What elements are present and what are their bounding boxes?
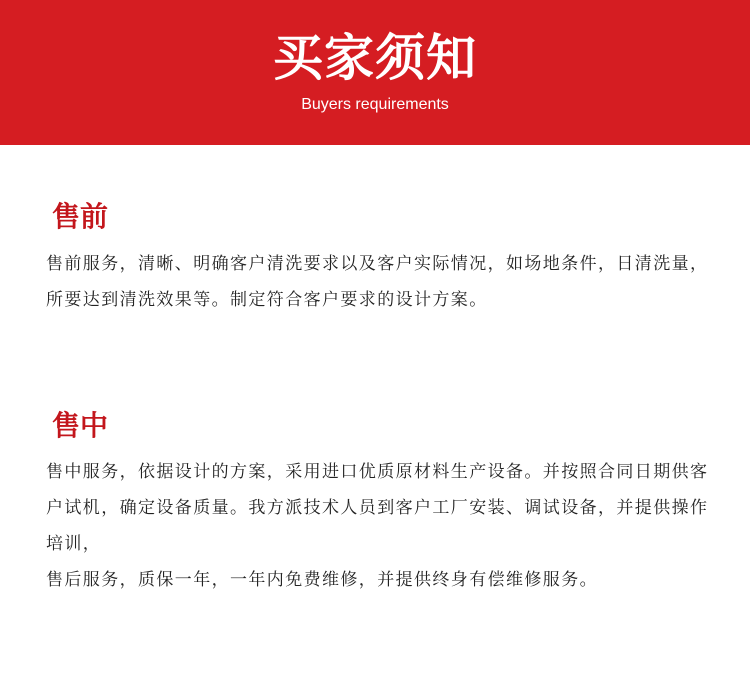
page-subtitle: Buyers requirements xyxy=(301,96,449,113)
section-heading-presale: 售前 xyxy=(52,200,109,233)
section-heading-insale: 售中 xyxy=(52,409,109,442)
section-text-aftersale: 售后服务，质保一年，一年内免费维修，并提供终身有偿维修服务。 xyxy=(46,570,598,590)
page-title: 买家须知 xyxy=(273,29,477,87)
header-banner xyxy=(0,0,750,145)
section-text-presale: 售前服务，清晰、明确客户清洗要求以及客户实际情况，如场地条件，日清洗量，所要达到清洗效果等。制定符合客户要求的设计方案。 xyxy=(46,254,709,310)
section-text-insale: 售中服务，依据设计的方案，采用进口优质原材料生产设备。并按照合同日期供客户试机，确定设备质量。我方派技术人员到客户工厂安装、调试设备，并提供操作培训， xyxy=(46,462,709,554)
